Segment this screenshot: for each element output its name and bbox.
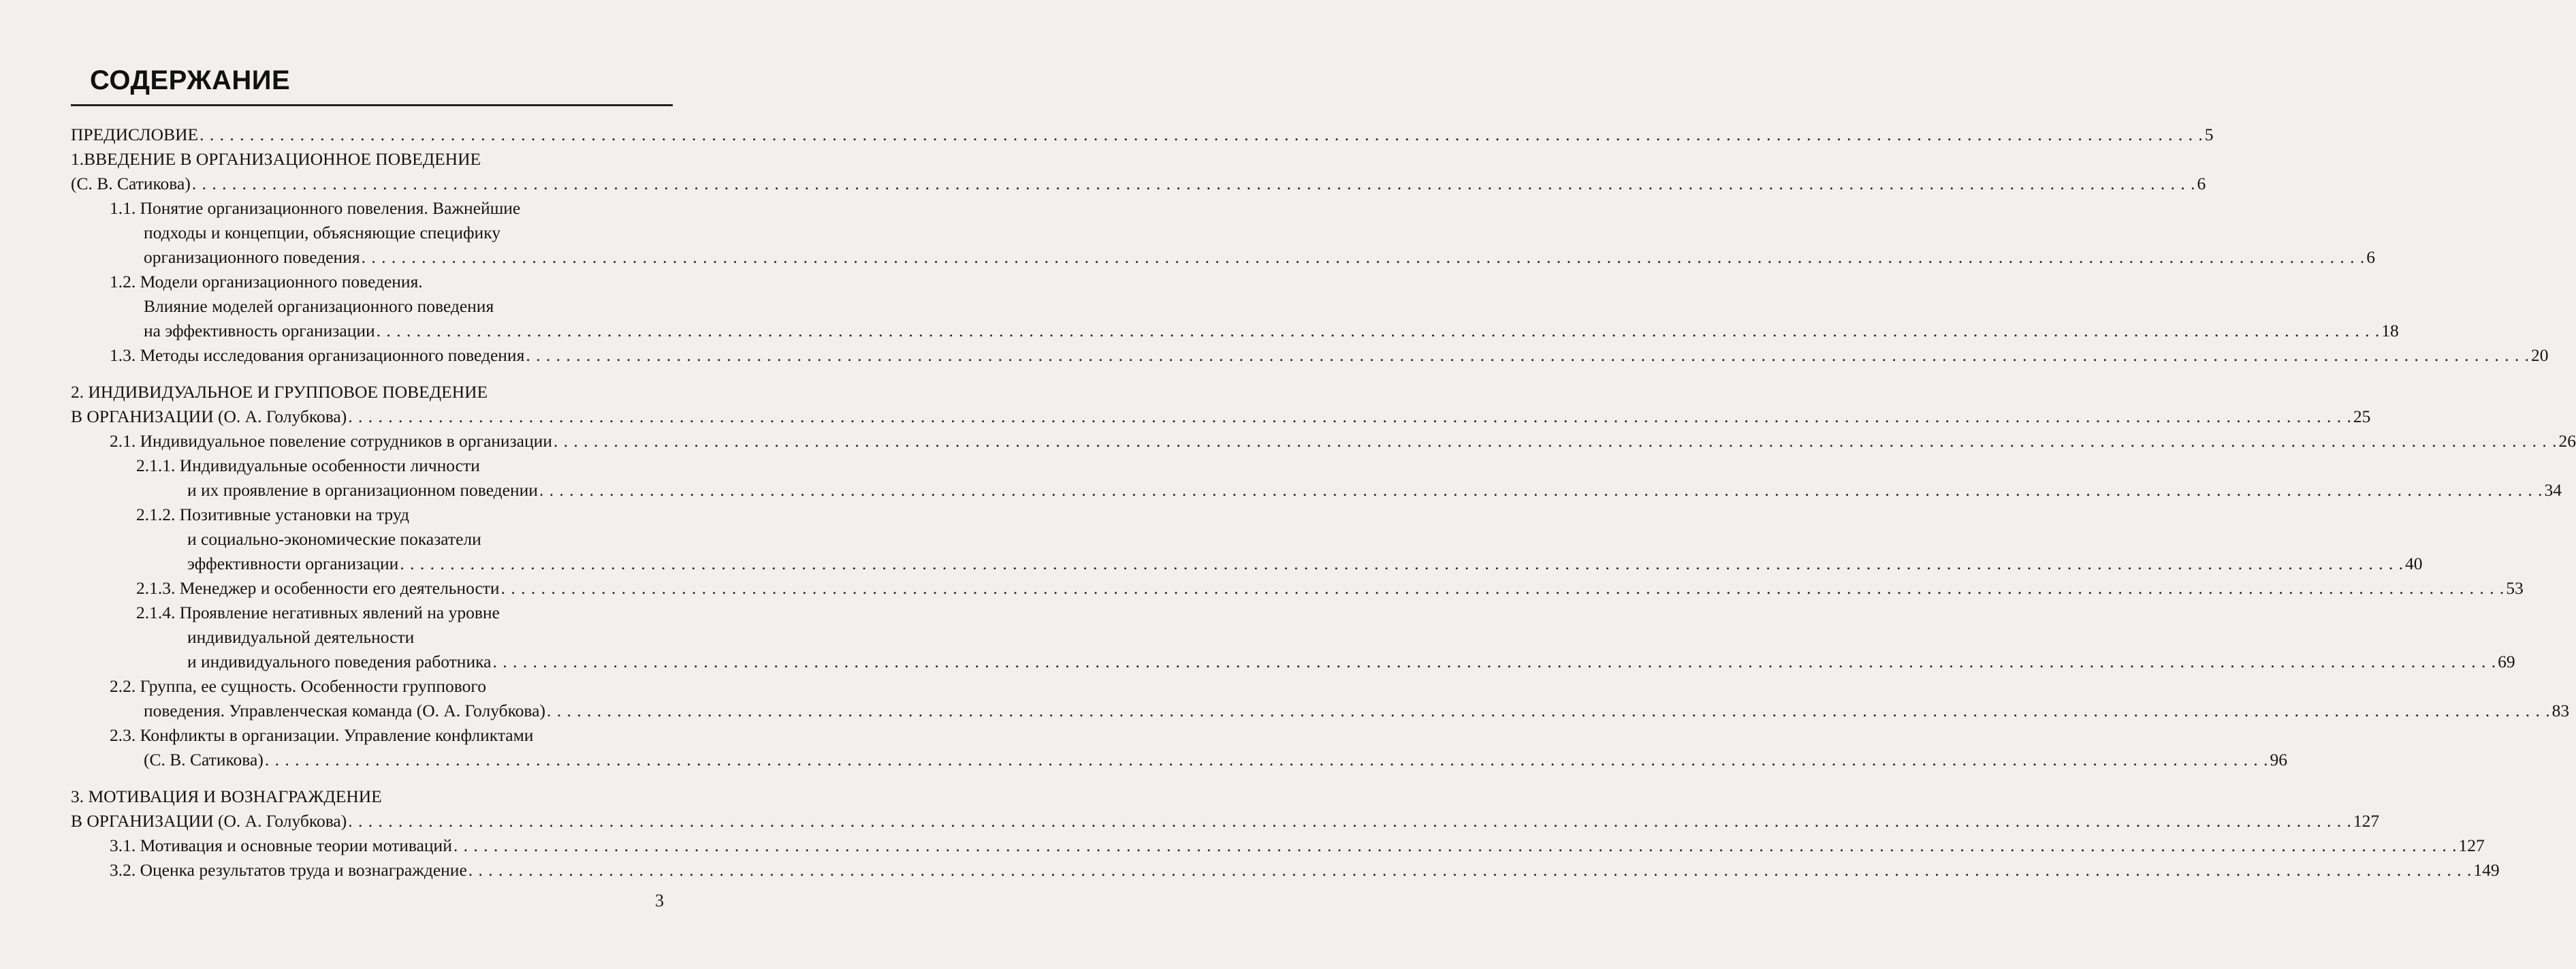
toc-entry-title: 3.2. Оценка результатов труда и вознаграждение	[110, 860, 467, 880]
toc-entry-title: (С. В. Сатикова)	[71, 174, 191, 193]
toc-entry[interactable]	[71, 380, 2371, 429]
toc-entry[interactable]	[71, 270, 2399, 343]
toc-entry[interactable]	[71, 454, 2562, 503]
toc-entry-title: организационного поведения	[144, 247, 360, 267]
toc-page-number: 20	[2530, 345, 2549, 365]
toc-entry-line: 1.ВВЕДЕНИЕ В ОРГАНИЗАЦИОННОЕ ПОВЕДЕНИЕ	[71, 149, 481, 169]
toc-entry[interactable]	[71, 601, 2515, 674]
dot-leader: . . . . . . . . . . . . . . . . . . . . . . . . . . . . . . . . . . . . . . . . . . . . . . . . . . . . . . . . . . . . . . . . . . . . . . . . . . . . . . . . . . . . . . . . . . . . . . . . . . . . . . . . . . . . . . . . . . . . . . . . . . . . . . . . . . . . . . . . . . . . . . . . . . . . . . . . . . . . . . . . . . . . . . . . . . . . . . . . . . . . . . . . . . . . . . . . . . . . . . . .	[526, 345, 2530, 365]
toc-page-number: 6	[2197, 174, 2206, 193]
toc-entry-line: 2.1.1. Индивидуальные особенности личности	[136, 456, 480, 475]
toc-entry-title: 2.1.3. Менеджер и особенности его деятельности	[136, 578, 500, 598]
page-number: 3	[655, 891, 664, 910]
toc-page-number: 6	[2366, 247, 2375, 267]
toc-entry-title: 2.1. Индивидуальное повеление сотрудников в организации	[110, 431, 552, 451]
toc-entry[interactable]	[71, 429, 2576, 454]
toc-page-number: 40	[2404, 554, 2423, 573]
toc-entry-title: 3.1. Мотивация и основные теории мотиваций	[110, 836, 452, 855]
toc-entry-title: ПРЕДИСЛОВИЕ	[71, 125, 199, 144]
toc-entry[interactable]	[71, 784, 2380, 833]
toc-entry-title: 1.3. Методы исследования организационного поведения	[110, 345, 525, 365]
dot-leader: . . . . . . . . . . . . . . . . . . . . . . . . . . . . . . . . . . . . . . . . . . . . . . . . . . . . . . . . . . . . . . . . . . . . . . . . . . . . . . . . . . . . . . . . . . . . . . . . . . . . . . . . . . . . . . . . . . . . . . . . . . . . . . . . . . . . . . . . . . . . . . . . . . . . . . . . . . . . . . . . . . . . . . . . . . . . . . . . . . . . . . . . . . . . . . . . . . . . . . . .	[500, 578, 2505, 598]
toc-entry[interactable]	[71, 576, 2524, 601]
dot-leader: . . . . . . . . . . . . . . . . . . . . . . . . . . . . . . . . . . . . . . . . . . . . . . . . . . . . . . . . . . . . . . . . . . . . . . . . . . . . . . . . . . . . . . . . . . . . . . . . . . . . . . . . . . . . . . . . . . . . . . . . . . . . . . . . . . . . . . . . . . . . . . . . . . . . . . . . . . . . . . . . . . . . . . . . . . . . . . . . . . . . . . . . . . . . . . . . . . . . . . . .	[376, 321, 2381, 340]
dot-leader: . . . . . . . . . . . . . . . . . . . . . . . . . . . . . . . . . . . . . . . . . . . . . . . . . . . . . . . . . . . . . . . . . . . . . . . . . . . . . . . . . . . . . . . . . . . . . . . . . . . . . . . . . . . . . . . . . . . . . . . . . . . . . . . . . . . . . . . . . . . . . . . . . . . . . . . . . . . . . . . . . . . . . . . . . . . . . . . . . . . . . . . . . . . . . . . . . . . . . . . .	[553, 431, 2558, 451]
page-title: СОДЕРЖАНИЕ	[90, 65, 291, 95]
title-rule	[71, 104, 673, 106]
toc-entry-line: 1.1. Понятие организационного повеления. Важнейшие	[110, 198, 521, 218]
toc-entry-line: подходы и концепции, объясняющие специфику	[144, 223, 500, 242]
toc-entry[interactable]	[71, 196, 2375, 270]
toc-page-number: 127	[2353, 811, 2380, 831]
toc-page-number: 149	[2473, 860, 2500, 880]
toc-entry-title: и их проявление в организационном поведении	[187, 480, 538, 500]
toc-entry-line: 2.1.2. Позитивные установки на труд	[136, 505, 409, 524]
toc-page-number: 34	[2544, 480, 2562, 500]
toc-entry-title: на эффективность организации	[144, 321, 375, 340]
toc-entry-title: В ОРГАНИЗАЦИИ (О. А. Голубкова)	[71, 407, 347, 426]
toc-entry[interactable]	[71, 858, 2500, 883]
dot-leader: . . . . . . . . . . . . . . . . . . . . . . . . . . . . . . . . . . . . . . . . . . . . . . . . . . . . . . . . . . . . . . . . . . . . . . . . . . . . . . . . . . . . . . . . . . . . . . . . . . . . . . . . . . . . . . . . . . . . . . . . . . . . . . . . . . . . . . . . . . . . . . . . . . . . . . . . . . . . . . . . . . . . . . . . . . . . . . . . . . . . . . . . . . . . . . . . . . . . . . . .	[191, 174, 2196, 193]
toc-entry-line: 3. МОТИВАЦИЯ И ВОЗНАГРАЖДЕНИЕ	[71, 787, 382, 806]
dot-leader: . . . . . . . . . . . . . . . . . . . . . . . . . . . . . . . . . . . . . . . . . . . . . . . . . . . . . . . . . . . . . . . . . . . . . . . . . . . . . . . . . . . . . . . . . . . . . . . . . . . . . . . . . . . . . . . . . . . . . . . . . . . . . . . . . . . . . . . . . . . . . . . . . . . . . . . . . . . . . . . . . . . . . . . . . . . . . . . . . . . . . . . . . . . . . . . . . . . . . . . .	[348, 407, 2352, 426]
toc-entry-title: поведения. Управленческая команда (О. А. Голубкова)	[144, 701, 545, 720]
toc-entry-line: 2.2. Группа, ее сущность. Особенности группового	[110, 676, 486, 696]
dot-leader: . . . . . . . . . . . . . . . . . . . . . . . . . . . . . . . . . . . . . . . . . . . . . . . . . . . . . . . . . . . . . . . . . . . . . . . . . . . . . . . . . . . . . . . . . . . . . . . . . . . . . . . . . . . . . . . . . . . . . . . . . . . . . . . . . . . . . . . . . . . . . . . . . . . . . . . . . . . . . . . . . . . . . . . . . . . . . . . . . . . . . . . . . . . . . . . . . . . . . . . .	[492, 652, 2497, 671]
dot-leader: . . . . . . . . . . . . . . . . . . . . . . . . . . . . . . . . . . . . . . . . . . . . . . . . . . . . . . . . . . . . . . . . . . . . . . . . . . . . . . . . . . . . . . . . . . . . . . . . . . . . . . . . . . . . . . . . . . . . . . . . . . . . . . . . . . . . . . . . . . . . . . . . . . . . . . . . . . . . . . . . . . . . . . . . . . . . . . . . . . . . . . . . . . . . . . . . . . . . . . . .	[546, 701, 2551, 720]
toc-entry-line: 2.1.4. Проявление негативных явлений на уровне	[136, 603, 500, 622]
toc-entry-line: 2. ИНДИВИДУАЛЬНОЕ И ГРУППОВОЕ ПОВЕДЕНИЕ	[71, 382, 488, 402]
toc-entry-line: Влияние моделей организационного поведения	[144, 296, 494, 316]
dot-leader: . . . . . . . . . . . . . . . . . . . . . . . . . . . . . . . . . . . . . . . . . . . . . . . . . . . . . . . . . . . . . . . . . . . . . . . . . . . . . . . . . . . . . . . . . . . . . . . . . . . . . . . . . . . . . . . . . . . . . . . . . . . . . . . . . . . . . . . . . . . . . . . . . . . . . . . . . . . . . . . . . . . . . . . . . . . . . . . . . . . . . . . . . . . . . . . . . . . . . . . .	[200, 125, 2204, 144]
toc-page-number: 83	[2551, 701, 2570, 720]
toc-entry-title: (С. В. Сатикова)	[144, 750, 264, 769]
toc-entry[interactable]	[71, 343, 2549, 368]
toc-entry-line: 1.2. Модели организационного поведения.	[110, 272, 423, 291]
dot-leader: . . . . . . . . . . . . . . . . . . . . . . . . . . . . . . . . . . . . . . . . . . . . . . . . . . . . . . . . . . . . . . . . . . . . . . . . . . . . . . . . . . . . . . . . . . . . . . . . . . . . . . . . . . . . . . . . . . . . . . . . . . . . . . . . . . . . . . . . . . . . . . . . . . . . . . . . . . . . . . . . . . . . . . . . . . . . . . . . . . . . . . . . . . . . . . . . . . . . . . . .	[361, 247, 2366, 267]
toc-entry[interactable]	[71, 674, 2570, 723]
dot-leader: . . . . . . . . . . . . . . . . . . . . . . . . . . . . . . . . . . . . . . . . . . . . . . . . . . . . . . . . . . . . . . . . . . . . . . . . . . . . . . . . . . . . . . . . . . . . . . . . . . . . . . . . . . . . . . . . . . . . . . . . . . . . . . . . . . . . . . . . . . . . . . . . . . . . . . . . . . . . . . . . . . . . . . . . . . . . . . . . . . . . . . . . . . . . . . . . . . . . . . . .	[453, 836, 2458, 855]
section-gap	[71, 368, 673, 380]
toc-page-number: 26	[2558, 431, 2576, 451]
dot-leader: . . . . . . . . . . . . . . . . . . . . . . . . . . . . . . . . . . . . . . . . . . . . . . . . . . . . . . . . . . . . . . . . . . . . . . . . . . . . . . . . . . . . . . . . . . . . . . . . . . . . . . . . . . . . . . . . . . . . . . . . . . . . . . . . . . . . . . . . . . . . . . . . . . . . . . . . . . . . . . . . . . . . . . . . . . . . . . . . . . . . . . . . . . . . . . . . . . . . . . . .	[264, 750, 2269, 769]
toc-entry-line: индивидуальной деятельности	[187, 627, 415, 647]
toc-page-number: 127	[2458, 836, 2485, 855]
toc-entry[interactable]	[71, 833, 2485, 858]
toc-entry-title: эффективности организации	[187, 554, 399, 573]
toc-entry-line: 2.3. Конфликты в организации. Управление конфликтами	[110, 725, 534, 745]
toc-entry[interactable]	[71, 123, 2214, 147]
dot-leader: . . . . . . . . . . . . . . . . . . . . . . . . . . . . . . . . . . . . . . . . . . . . . . . . . . . . . . . . . . . . . . . . . . . . . . . . . . . . . . . . . . . . . . . . . . . . . . . . . . . . . . . . . . . . . . . . . . . . . . . . . . . . . . . . . . . . . . . . . . . . . . . . . . . . . . . . . . . . . . . . . . . . . . . . . . . . . . . . . . . . . . . . . . . . . . . . . . . . . . . .	[400, 554, 2404, 573]
toc-entry[interactable]	[71, 147, 2206, 196]
section-gap	[71, 772, 673, 784]
toc-entry[interactable]	[71, 723, 2287, 772]
toc-page-number: 53	[2506, 578, 2524, 598]
toc-entry[interactable]	[71, 503, 2423, 576]
table-of-contents	[71, 123, 2576, 883]
toc-page-number: 25	[2353, 407, 2371, 426]
dot-leader: . . . . . . . . . . . . . . . . . . . . . . . . . . . . . . . . . . . . . . . . . . . . . . . . . . . . . . . . . . . . . . . . . . . . . . . . . . . . . . . . . . . . . . . . . . . . . . . . . . . . . . . . . . . . . . . . . . . . . . . . . . . . . . . . . . . . . . . . . . . . . . . . . . . . . . . . . . . . . . . . . . . . . . . . . . . . . . . . . . . . . . . . . . . . . . . . . . . . . . . .	[468, 860, 2472, 880]
toc-page-number: 5	[2204, 125, 2214, 144]
toc-page-number: 69	[2498, 652, 2515, 671]
toc-entry-line: и социально-экономические показатели	[187, 529, 481, 549]
toc-entry-title: В ОРГАНИЗАЦИИ (О. А. Голубкова)	[71, 811, 347, 831]
dot-leader: . . . . . . . . . . . . . . . . . . . . . . . . . . . . . . . . . . . . . . . . . . . . . . . . . . . . . . . . . . . . . . . . . . . . . . . . . . . . . . . . . . . . . . . . . . . . . . . . . . . . . . . . . . . . . . . . . . . . . . . . . . . . . . . . . . . . . . . . . . . . . . . . . . . . . . . . . . . . . . . . . . . . . . . . . . . . . . . . . . . . . . . . . . . . . . . . . . . . . . . .	[539, 480, 2543, 500]
dot-leader: . . . . . . . . . . . . . . . . . . . . . . . . . . . . . . . . . . . . . . . . . . . . . . . . . . . . . . . . . . . . . . . . . . . . . . . . . . . . . . . . . . . . . . . . . . . . . . . . . . . . . . . . . . . . . . . . . . . . . . . . . . . . . . . . . . . . . . . . . . . . . . . . . . . . . . . . . . . . . . . . . . . . . . . . . . . . . . . . . . . . . . . . . . . . . . . . . . . . . . . .	[348, 811, 2352, 831]
toc-page-number: 96	[2270, 750, 2287, 769]
toc-page-number: 18	[2381, 321, 2399, 340]
toc-entry-title: и индивидуального поведения работника	[187, 652, 492, 671]
